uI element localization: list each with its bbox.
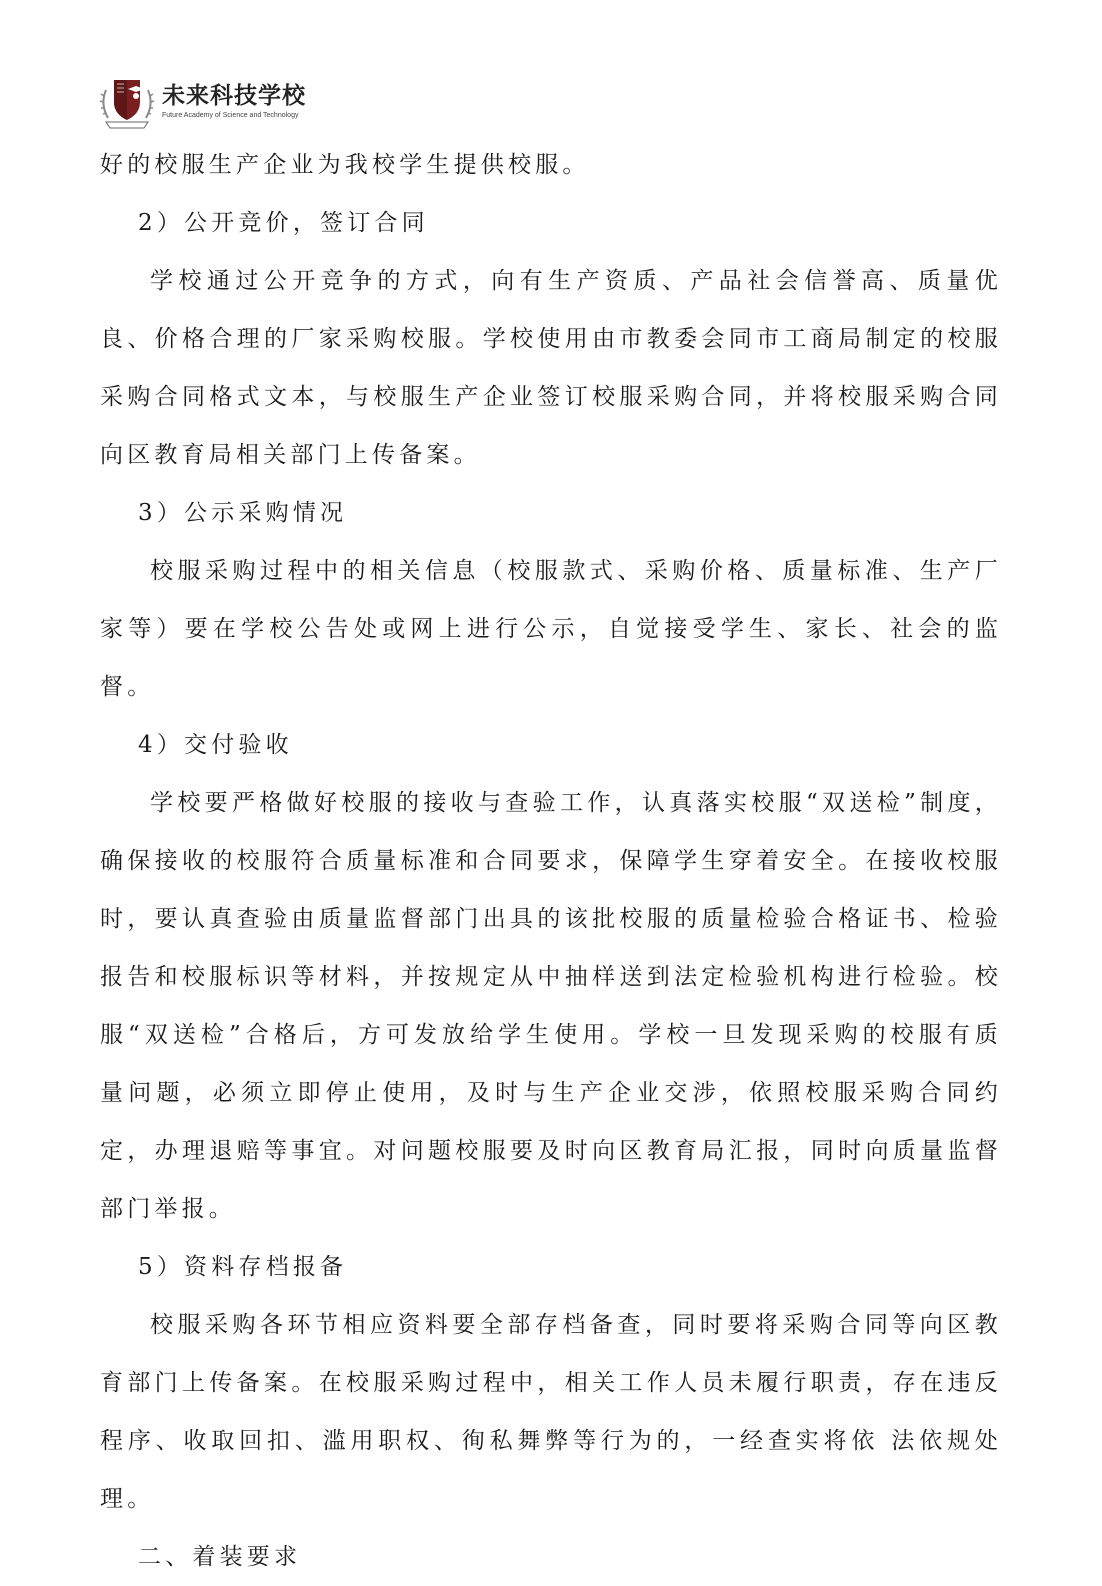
section-heading-5: 5）资料存档报备: [138, 1254, 348, 1280]
page-header: [98, 72, 306, 132]
school-emblem-svg: [98, 72, 156, 132]
school-emblem-icon: [98, 72, 156, 132]
section-heading-3: 3）公示采购情况: [138, 500, 348, 526]
paragraph-3: 校服采购过程中的相关信息（校服款式、采购价格、质量标准、生产厂家等）要在学校公告处或网上进行公示，自觉接受学生、家长、社会的监督。: [100, 558, 1002, 700]
document-body: [100, 136, 1002, 1586]
paragraph-5: 校服采购各环节相应资料要全部存档备查，同时要将采购合同等向区教育部门上传备案。在校服采购过程中，相关工作人员未履行职责，存在违反程序、收取回扣、滥用职权、徇私舞弊等行为的，一经查实将依 法依规处理。: [100, 1312, 1002, 1512]
section-heading-2: 2）公开竞价，签订合同: [138, 210, 429, 236]
section-heading-4: 4）交付验收: [138, 732, 293, 758]
paragraph-4: 学校要严格做好校服的接收与查验工作，认真落实校服“双送检”制度，确保接收的校服符合质量标准和合同要求，保障学生穿着安全。在接收校服时，要认真查验由质量监督部门出具的该批校服的质量检验合格证书、检验报告和校服标识等材料，并按规定从中抽样送到法定检验机构进行检验。校服“双送检”合格后，方可发放给学生使用。学校一旦发现采购的校服有质量问题，必须立即停止使用，及时与生产企业交涉，依照校服采购合同约定，办理退赔等事宜。对问题校服要及时向区教育局汇报，同时向质量监督部门举报。: [100, 790, 1002, 1222]
paragraph-1: 好的校服生产企业为我校学生提供校服。: [100, 152, 590, 178]
logo-text: [162, 83, 306, 121]
section-heading-6: 二、着装要求: [138, 1544, 302, 1570]
paragraph-2: 学校通过公开竞争的方式，向有生产资质、产品社会信誉高、质量优良、价格合理的厂家采购校服。学校使用由市教委会同市工商局制定的校服采购合同格式文本，与校服生产企业签订校服采购合同，并将校服采购合同向区教育局相关部门上传备案。: [100, 268, 1002, 468]
school-name-en: Future Academy of Science and Technology: [162, 112, 299, 119]
school-name: 未来科技学校: [162, 83, 306, 109]
